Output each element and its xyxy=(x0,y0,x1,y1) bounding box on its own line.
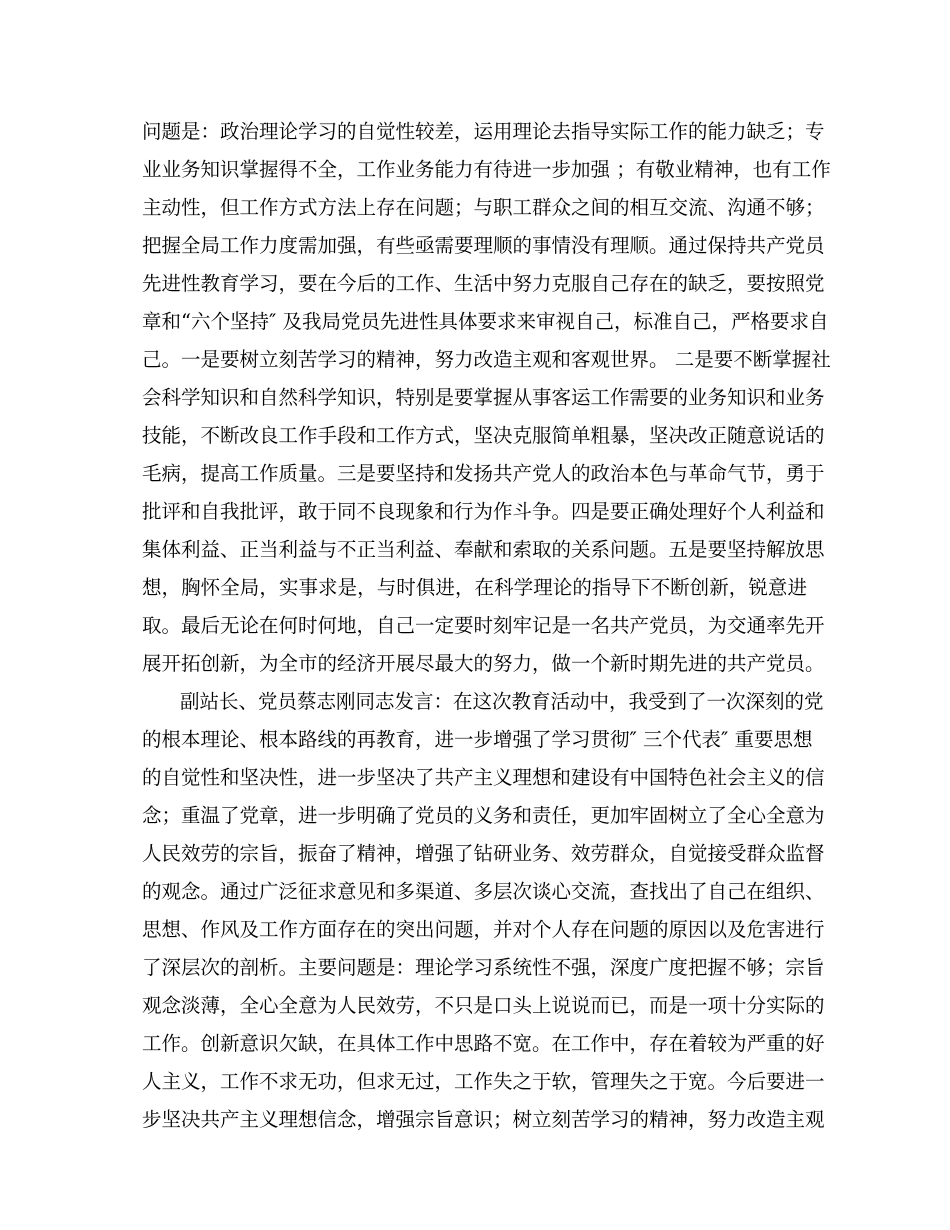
paragraph-line: 观念淡薄，全心全意为人民效劳，不只是口头上说说而已，而是一项十分实际的 xyxy=(142,994,825,1017)
paragraph-line: 先进性教育学习，要在今后的工作、生活中努力克服自己存在的缺乏，要按照党 xyxy=(142,272,825,295)
paragraph-line: 会科学知识和自然科学知识，特别是要掌握从事客运工作需要的业务知识和业务 xyxy=(142,386,825,409)
paragraph-line: 想，胸怀全局，实事求是，与时俱进，在科学理论的指导下不断创新，锐意进 xyxy=(142,576,807,599)
paragraph-line: 章和“六个坚持″ 及我局党员先进性具体要求来审视自己，标准自己，严格要求自 xyxy=(142,310,829,333)
paragraph-line: 集体利益、正当利益与不正当利益、奉献和索取的关系问题。五是要坚持解放思 xyxy=(142,538,825,561)
paragraph-line: 把握全局工作力度需加强，有些亟需要理顺的事情没有理顺。通过保持共产党员 xyxy=(142,234,825,257)
paragraph-line: 工作。创新意识欠缺，在具体工作中思路不宽。在工作中，存在着较为严重的好 xyxy=(142,1032,825,1055)
paragraph-line: 展开拓创新，为全市的经济开展尽最大的努力，做一个新时期先进的共产党员。 xyxy=(142,652,825,675)
paragraph-line: 的自觉性和坚决性，进一步坚决了共产主义理想和建设有中国特色社会主义的信 xyxy=(142,766,825,789)
paragraph-line: 人主义，工作不求无功，但求无过，工作失之于软，管理失之于宽。今后要进一 xyxy=(142,1070,825,1093)
paragraph-line: 人民效劳的宗旨，振奋了精神，增强了钻研业务、效劳群众，自觉接受群众监督 xyxy=(142,842,825,865)
paragraph-line: 了深层次的剖析。主要问题是：理论学习系统性不强，深度广度把握不够；宗旨 xyxy=(142,956,825,979)
paragraph-line: 副站长、党员蔡志刚同志发言：在这次教育活动中，我受到了一次深刻的党 xyxy=(180,690,824,713)
paragraph-line: 批评和自我批评，敢于同不良现象和行为作斗争。四是要正确处理好个人利益和 xyxy=(142,500,825,523)
paragraph-line: 取。最后无论在何时何地，自己一定要时刻牢记是一名共产党员，为交通率先开 xyxy=(142,614,825,637)
paragraph-line: 己。一是要树立刻苦学习的精神，努力改造主观和客观世界。 二是要不断掌握社 xyxy=(142,348,831,371)
paragraph-line: 主动性，但工作方式方法上存在问题；与职工群众之间的相互交流、沟通不够； xyxy=(142,196,825,219)
paragraph-line: 念；重温了党章，进一步明确了党员的义务和责任，更加牢固树立了全心全意为 xyxy=(142,804,825,827)
paragraph-line: 业业务知识掌握得不全，工作业务能力有待进一步加强 ；有敬业精神，也有工作 xyxy=(142,158,831,181)
paragraph-line: 思想、作风及工作方面存在的突出问题，并对个人存在问题的原因以及危害进行 xyxy=(142,918,825,941)
paragraph-line: 毛病，提高工作质量。三是要坚持和发扬共产党人的政治本色与革命气节，勇于 xyxy=(142,462,825,485)
paragraph-line: 步坚决共产主义理想信念，增强宗旨意识；树立刻苦学习的精神，努力改造主观 xyxy=(142,1108,825,1131)
paragraph-line: 技能，不断改良工作手段和工作方式，坚决克服简单粗暴，坚决改正随意说话的 xyxy=(142,424,825,447)
paragraph-line: 问题是：政治理论学习的自觉性较差，运用理论去指导实际工作的能力缺乏；专 xyxy=(142,120,825,143)
paragraph-line: 的根本理论、根本路线的再教育，进一步增强了学习贯彻″ 三个代表″ 重要思想 xyxy=(142,728,813,751)
paragraph-line: 的观念。通过广泛征求意见和多渠道、多层次谈心交流，查找出了自己在组织、 xyxy=(142,880,825,903)
